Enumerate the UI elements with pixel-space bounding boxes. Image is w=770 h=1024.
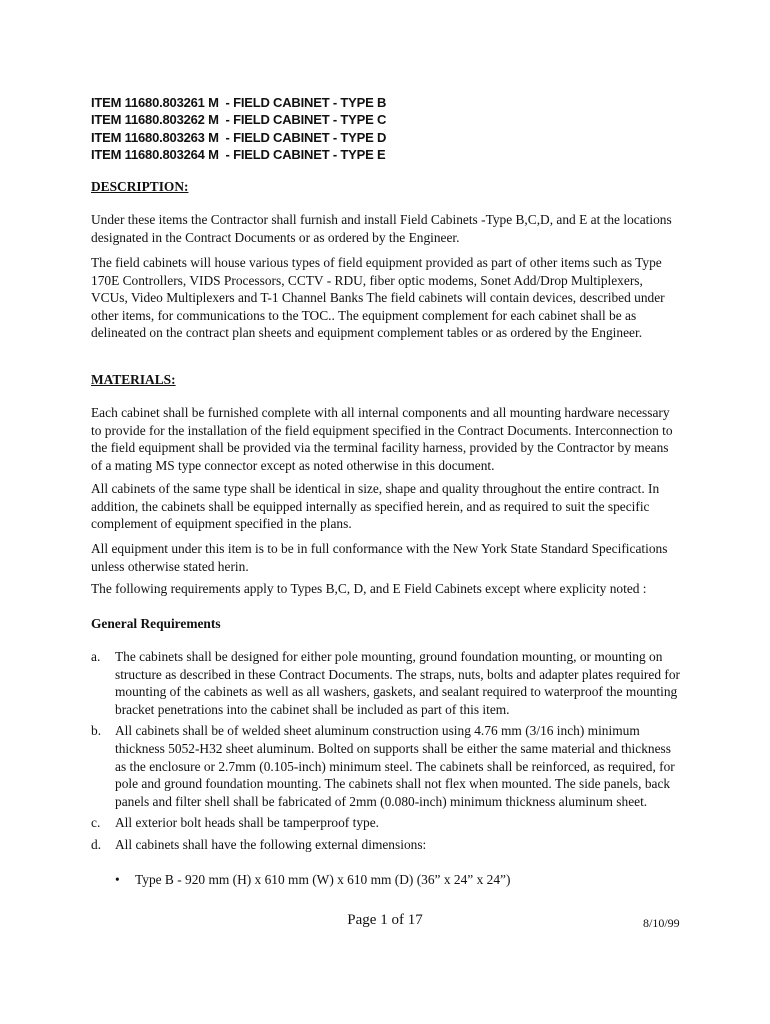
list-marker: a. [91,649,101,664]
materials-paragraph-1: Each cabinet shall be furnished complete with all internal components and all mounting hardware necessary to provide for the installation of the field equipment specified in the Contract Documents. Interconnection to the field equipment shall be provided via the terminal facility harness, provided by the Contractor by means of a mating MS type connector except as noted otherwise in this document. [91,405,673,473]
list-item [91,722,681,810]
page-number: Page 1 of 17 [347,912,423,928]
list-item [91,648,681,718]
list-item-text: All cabinets shall have the following external dimensions: [115,836,427,852]
item-title-b: ITEM 11680.803261 M - FIELD CABINET - TYPE B [91,95,387,110]
description-paragraph-1: Under these items the Contractor shall furnish and install Field Cabinets -Type B,C,D, and E at the locations designated in the Contract Documents or as ordered by the Engineer. [91,212,672,245]
description-heading: DESCRIPTION: [91,179,189,194]
item-title-e: ITEM 11680.803264 M - FIELD CABINET - TYPE E [91,146,386,162]
footer-date: 8/10/99 [643,916,680,930]
bullet-text: Type B - 920 mm (H) x 610 mm (W) x 610 mm (D) (36” x 24” x 24”) [135,872,511,887]
materials-paragraph-2: All cabinets of the same type shall be identical in size, shape and quality throughout the entire contract. In addition, the cabinets shall be equipped internally as specified herein, and as required to suit the specific complement of equipment specified in the plans. [91,481,660,532]
dimension-bullet [115,871,695,889]
list-item-text: All cabinets shall be of welded sheet aluminum construction using 4.76 mm (3/16 inch) minimum thickness 5052-H32 sheet aluminum. Bolted on supports shall be either the same material and thickness as the enclosure or 2.7mm (0.105-inch) minimum steel. The cabinets shall be reinforced, as required, for pole and ground foundation mounting. The cabinets shall not flex when mounted. The side panels, back panels and filter shell shall be fabricated of 2mm (0.080-inch) minimum thickness aluminum sheet. [115,723,675,809]
bullet-marker: • [115,872,120,887]
materials-paragraph-3: All equipment under this item is to be in full conformance with the New York State Standard Specifications unless otherwise stated herin. [91,541,668,574]
materials-heading: MATERIALS: [91,372,176,387]
list-item [91,814,681,832]
description-paragraph-2: The field cabinets will house various types of field equipment provided as part of other items such as Type 170E Controllers, VIDS Processors, CCTV - RDU, fiber optic modems, Sonet Add/Drop Multiplexers, VCUs, Video Multiplexers and T-1 Channel Banks The field cabinets will contain devices, described under other items, for communications to the TOC.. The equipment complement for each cabinet shall be as delineated on the contract plan sheets and equipment complement tables or as ordered by the Engineer. [91,255,665,341]
list-marker: d. [91,836,102,852]
materials-paragraph-4: The following requirements apply to Types B,C, D, and E Field Cabinets except where explicity noted : [91,581,647,596]
list-item-text: All exterior bolt heads shall be tamperproof type. [115,815,380,831]
item-title-c: ITEM 11680.803262 M - FIELD CABINET - TYPE C [91,112,387,128]
item-titles [91,94,386,163]
list-marker: b. [91,723,102,739]
list-marker: c. [91,815,101,831]
list-item-text: The cabinets shall be designed for either pole mounting, ground foundation mounting, or mounting on structure as described in these Contract Documents. The straps, nuts, bolts and adapter plates required for mounting of the cabinets as well as all washers, gaskets, and sealant required to waterproof the mounting bracket penetrations into the cabinet shall be included as part of this item. [115,649,680,717]
general-requirements-heading: General Requirements [91,616,221,631]
list-item [91,836,681,854]
item-title-d: ITEM 11680.803263 M - FIELD CABINET - TYPE D [91,129,387,145]
requirements-list [91,648,681,854]
